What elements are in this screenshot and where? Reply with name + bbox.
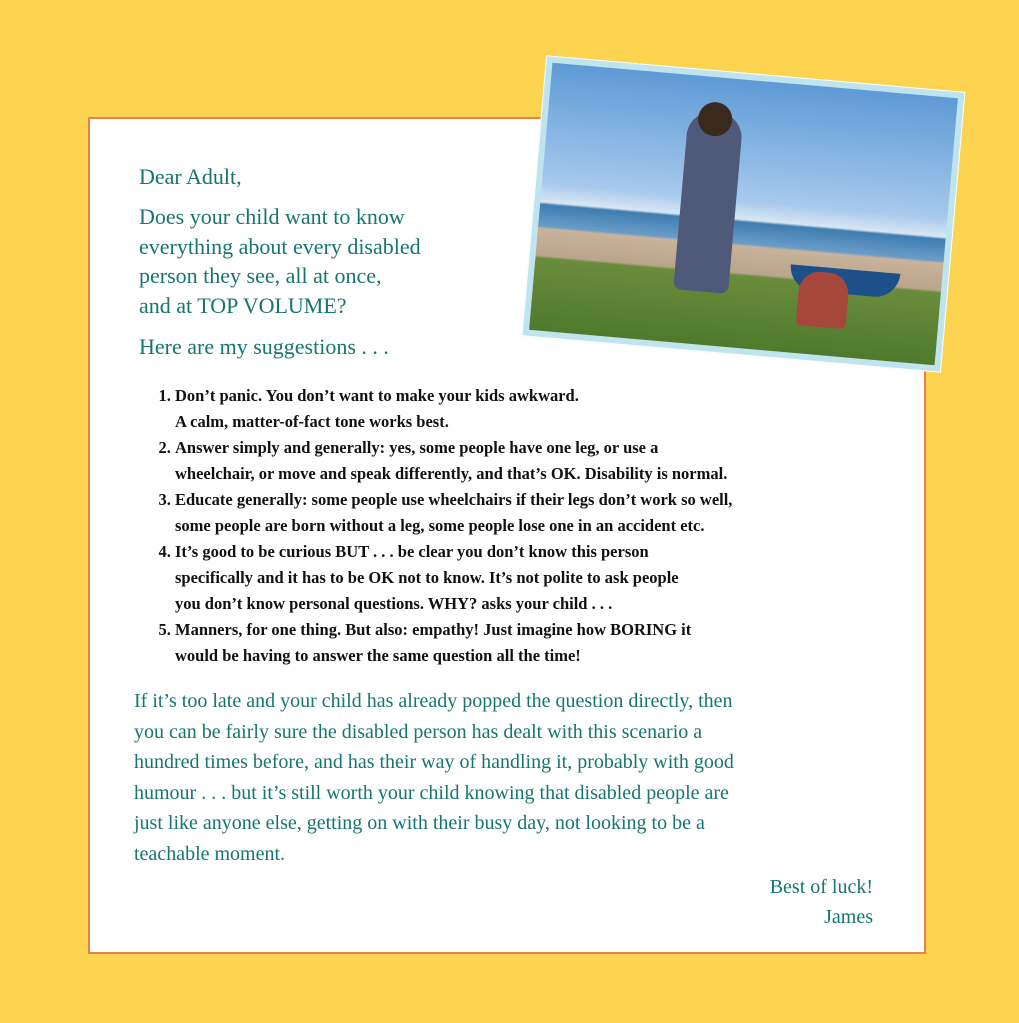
line: would be having to answer the same question all the time!: [175, 646, 581, 665]
suggestions-intro: Here are my suggestions . . .: [139, 334, 389, 359]
line: 4. It’s good to be curious BUT . . . be clear you don’t know this person: [175, 542, 649, 561]
line: teachable moment.: [134, 842, 286, 865]
line: 1. Don’t panic. You don’t want to make your kids awkward.: [175, 386, 579, 405]
line: some people are born without a leg, some people lose one in an accident etc.: [175, 516, 705, 535]
line: humour . . . but it’s still worth your child knowing that disabled people are: [134, 781, 729, 804]
line: specifically and it has to be OK not to know. It’s not polite to ask people: [175, 568, 679, 587]
beach-photo: [522, 55, 966, 373]
line: 3. Educate generally: some people use wheelchairs if their legs don’t work so well,: [175, 490, 733, 509]
question-line: Does your child want to know: [139, 204, 405, 229]
line: 2. Answer simply and generally: yes, some people have one leg, or use a: [175, 438, 659, 457]
suggestion-item: [175, 383, 915, 435]
signature: James: [824, 906, 873, 928]
line: just like anyone else, getting on with their busy day, not looking to be a: [134, 812, 705, 834]
line: A calm, matter-of-fact tone works best.: [175, 412, 449, 431]
suggestion-item: [175, 539, 915, 617]
line: wheelchair, or move and speak differently, and that’s OK. Disability is normal.: [175, 464, 728, 483]
greeting: Dear Adult,: [139, 164, 242, 189]
closing-paragraph: [134, 686, 914, 869]
line: you don’t know personal questions. WHY? asks your child . . .: [175, 594, 613, 613]
line: hundred times before, and has their way of handling it, probably with good: [134, 751, 734, 773]
signature-block: [770, 872, 873, 932]
question-line: and at TOP VOLUME?: [139, 292, 347, 318]
signoff: Best of luck!: [769, 876, 873, 898]
girl-figure: [796, 270, 851, 329]
suggestion-item: [175, 435, 915, 487]
question-line: person they see, all at once,: [139, 263, 382, 288]
suggestions-list: [148, 383, 915, 669]
question-line: everything about every disabled: [139, 233, 421, 259]
line: you can be fairly sure the disabled person has dealt with this scenario a: [134, 720, 703, 743]
line: If it’s too late and your child has already popped the question directly, then: [134, 690, 733, 712]
suggestion-item: [175, 617, 915, 669]
line: 5. Manners, for one thing. But also: empathy! Just imagine how BORING it: [175, 620, 692, 639]
man-figure: [673, 110, 743, 294]
suggestion-item: [175, 487, 915, 539]
photo-image: [529, 63, 958, 365]
question-heading: [139, 202, 421, 320]
